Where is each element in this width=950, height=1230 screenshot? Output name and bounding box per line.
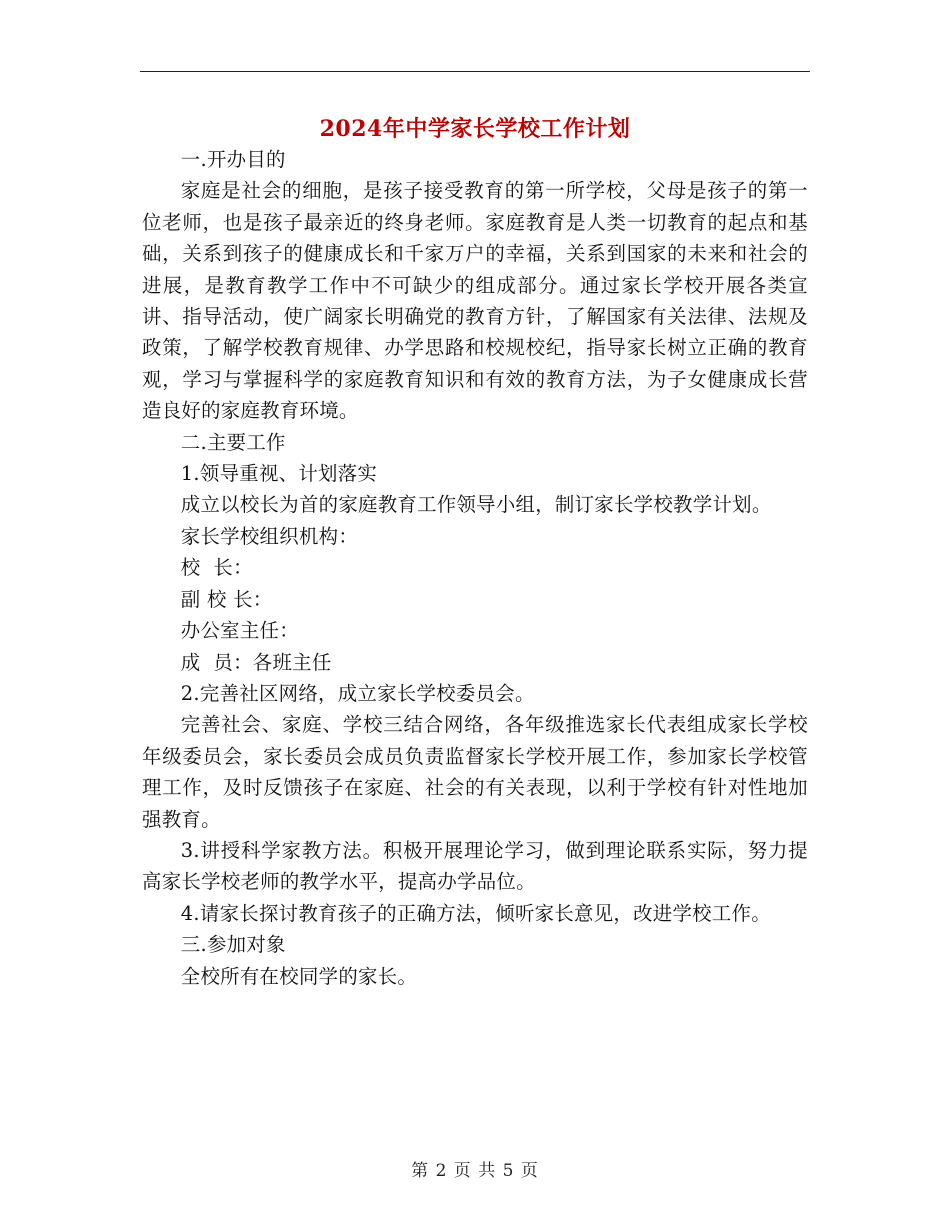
document-title: 2024年中学家长学校工作计划 bbox=[319, 116, 631, 142]
item4-paragraph: 4.请家长探讨教育孩子的正确方法，倾听家长意见，改进学校工作。 bbox=[180, 901, 771, 925]
section1-paragraph: 家庭是社会的细胞，是孩子接受教育的第一所学校，父母是孩子的第一位老师，也是孩子最亲近的终身老师。家庭教育是人类一切教育的起点和基础，关系到孩子的健康成长和千家万户的幸福，关系到国家的未来和社会的进展，是教育教学工作中不可缺少的组成部分。通过家长学校开展各类宣讲、指导活动，使广阔家长明确党的教育方针，了解国家有关法律、法规及政策，了解学校教育规律、办学思路和校规校纪，指导家长树立正确的教育观，学习与掌握科学的家庭教育知识和有效的教育方法，为子女健康成长营造良好的家庭教育环境。 bbox=[142, 179, 808, 423]
section1-heading: 一.开办目的 bbox=[180, 148, 286, 171]
header-rule bbox=[140, 71, 810, 72]
org-members: 成 员：各班主任 bbox=[180, 650, 332, 674]
org-vice-principal: 副 校 长： bbox=[180, 587, 273, 611]
item2-paragraph: 完善社会、家庭、学校三结合网络，各年级推选家长代表组成家长学校年级委员会，家长委员会成员负责监督家长学校开展工作，参加家长学校管理工作，及时反馈孩子在家庭、社会的有关表现，以利于学校有针对性地加强教育。 bbox=[142, 713, 808, 831]
org-principal: 校 长： bbox=[180, 556, 253, 580]
section3-paragraph: 全校所有在校同学的家长。 bbox=[180, 964, 418, 988]
section2-heading: 二.主要工作 bbox=[180, 430, 286, 454]
item2-heading: 2.完善社区网络，成立家长学校委员会。 bbox=[180, 681, 535, 705]
section3-heading: 三.参加对象 bbox=[180, 933, 286, 957]
document-body bbox=[142, 144, 808, 992]
org-heading: 家长学校组织机构： bbox=[180, 524, 359, 548]
item1-heading: 1.领导重视、计划落实 bbox=[180, 462, 378, 486]
org-office-director: 办公室主任： bbox=[180, 619, 299, 643]
item3-paragraph: 3.讲授科学家教方法。积极开展理论学习，做到理论联系实际，努力提高家长学校老师的教学水平，提高办学品位。 bbox=[142, 838, 808, 894]
item1-paragraph: 成立以校长为首的家庭教育工作领导小组，制订家长学校教学计划。 bbox=[180, 493, 772, 517]
page-indicator: 第 2 页 共 5 页 bbox=[411, 1161, 539, 1181]
